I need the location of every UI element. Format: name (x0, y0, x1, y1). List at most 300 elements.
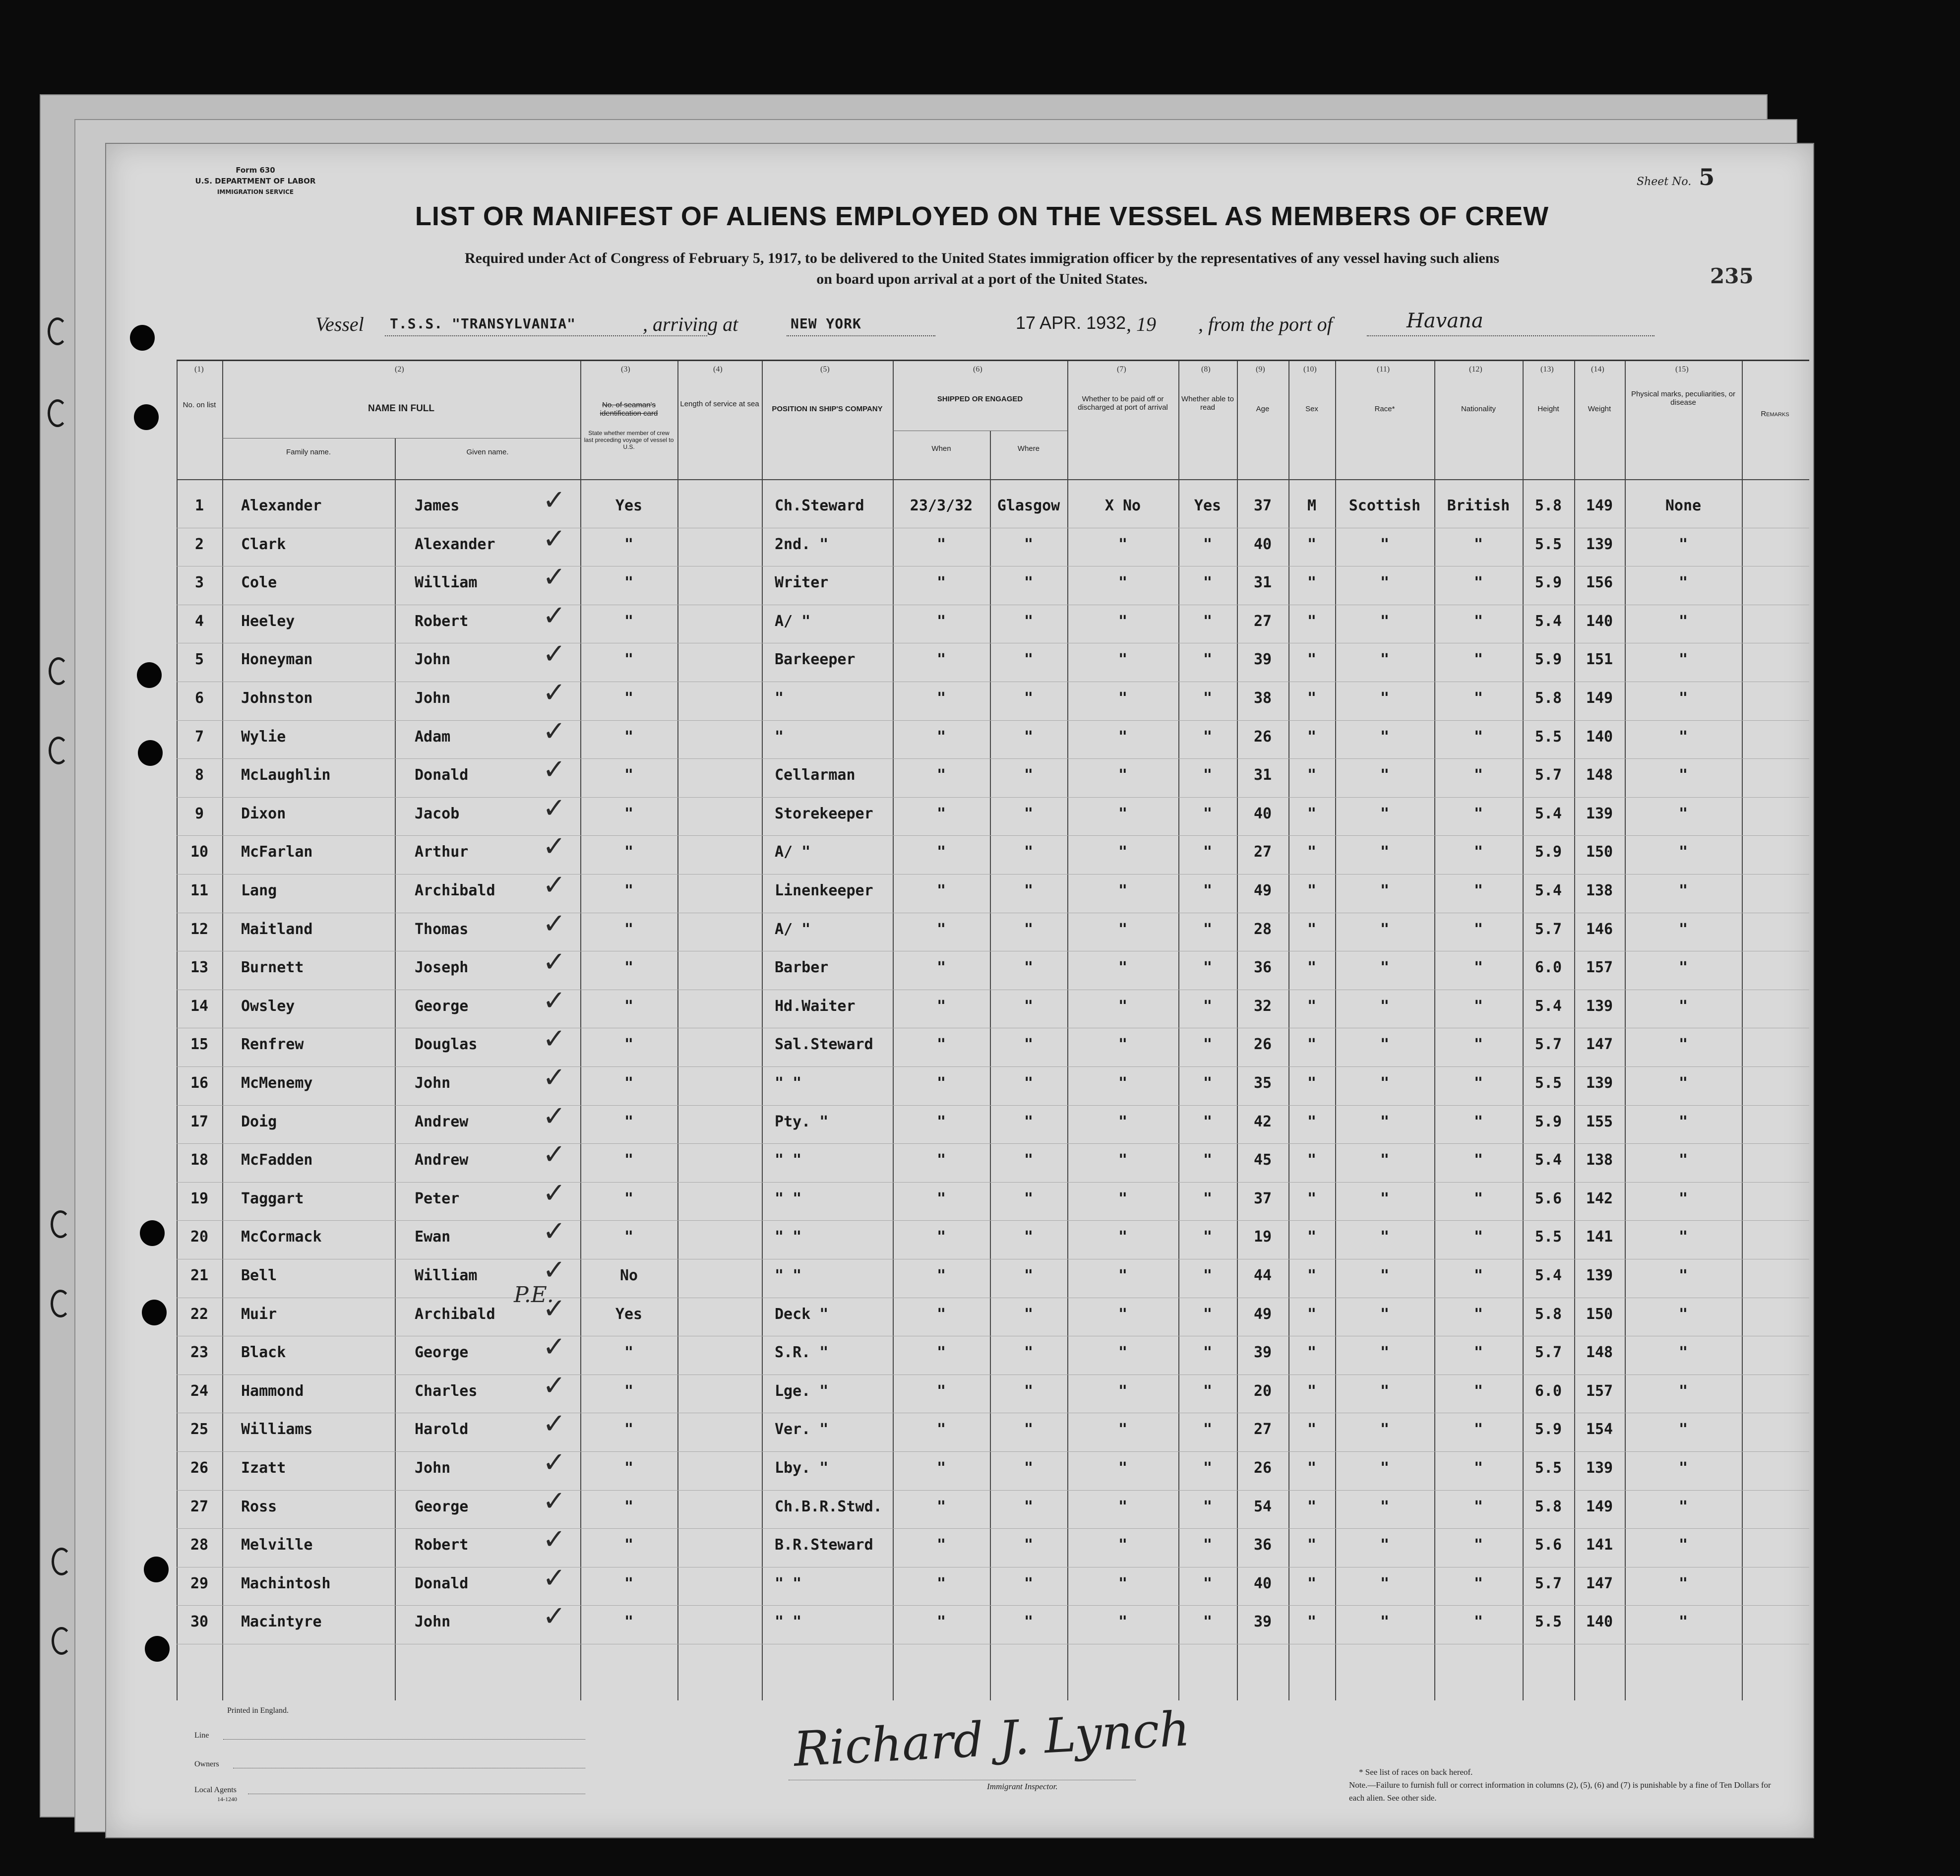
cell-paid-off: " (1118, 1228, 1128, 1246)
cell-row-number: 14 (190, 997, 209, 1015)
binding-ring (49, 657, 68, 685)
cell-family-name: Honeyman (241, 651, 313, 669)
cell-height: 5.9 (1534, 843, 1562, 861)
cell-family-name: Burnett (241, 959, 304, 977)
cell-physical-marks: " (1678, 959, 1688, 977)
cell-family-name: Izatt (241, 1459, 286, 1477)
cell-nationality: " (1473, 1613, 1483, 1631)
cell-nationality: British (1447, 497, 1510, 514)
cell-weight: 138 (1586, 1151, 1613, 1169)
cell-previous-voyage: " (624, 1536, 634, 1554)
binding-hole (130, 325, 155, 351)
cell-previous-voyage: " (624, 1382, 634, 1400)
cell-age: 27 (1253, 1421, 1272, 1438)
cell-previous-voyage: " (624, 997, 634, 1015)
cell-position: " (775, 689, 784, 707)
cell-nationality: " (1473, 535, 1483, 553)
cell-shipped-where: " (1024, 1613, 1034, 1631)
cell-paid-off: " (1118, 1074, 1128, 1092)
cell-age: 27 (1253, 612, 1272, 630)
cell-able-to-read: " (1203, 1382, 1213, 1400)
cell-position: Ch.B.R.Stwd. (775, 1498, 882, 1515)
cell-sex: " (1307, 1305, 1317, 1323)
cell-previous-voyage: " (624, 843, 634, 861)
cell-row-number: 20 (190, 1228, 209, 1246)
cell-race: " (1380, 1228, 1390, 1246)
cell-shipped-when: " (936, 1613, 946, 1631)
cell-row-number: 13 (190, 959, 209, 977)
cell-sex: " (1307, 805, 1317, 822)
cell-family-name: Melville (241, 1536, 313, 1554)
cell-previous-voyage: " (624, 1151, 634, 1169)
cell-given-name: John (415, 651, 451, 669)
cell-previous-voyage: " (624, 1459, 634, 1477)
cell-race: " (1380, 1382, 1390, 1400)
cell-row-number: 12 (190, 920, 209, 938)
cell-position: A/ " (775, 843, 811, 861)
cell-position: 2nd. " (775, 535, 829, 553)
cell-previous-voyage: Yes (615, 1305, 643, 1323)
agents-code: 14-1240 (217, 1796, 237, 1803)
checkmark-icon: ✓ (543, 792, 566, 824)
header-length-service: Length of service at sea (680, 400, 759, 408)
row-divider (177, 797, 1809, 798)
cell-weight: 149 (1586, 497, 1613, 514)
cell-paid-off: " (1118, 1536, 1128, 1554)
cell-able-to-read: " (1203, 728, 1213, 746)
cell-row-number: 8 (194, 766, 204, 784)
cell-sex: " (1307, 1498, 1317, 1515)
cell-height: 5.9 (1534, 574, 1562, 592)
header-remarks: Remarks (1761, 410, 1789, 418)
cell-paid-off: " (1118, 1459, 1128, 1477)
cell-family-name: Owsley (241, 997, 295, 1015)
cell-age: 27 (1253, 843, 1272, 861)
cell-shipped-where: " (1024, 1267, 1034, 1284)
cell-age: 39 (1253, 1613, 1272, 1631)
cell-nationality: " (1473, 1574, 1483, 1592)
cell-age: 40 (1253, 805, 1272, 822)
cell-sex: " (1307, 689, 1317, 707)
row-divider (177, 1105, 1809, 1106)
header-nationality: Nationality (1461, 405, 1496, 413)
cell-physical-marks: " (1678, 1421, 1688, 1438)
sheet-number-label: Sheet No. (1637, 176, 1692, 188)
cell-previous-voyage: " (624, 574, 634, 592)
cell-sex: " (1307, 1613, 1317, 1631)
cell-able-to-read: " (1203, 997, 1213, 1015)
cell-position: Hd.Waiter (775, 997, 856, 1015)
cell-sex: " (1307, 997, 1317, 1015)
cell-age: 45 (1253, 1151, 1272, 1169)
cell-physical-marks: " (1678, 920, 1688, 938)
arrival-date: 17 APR. 1932 (1016, 313, 1126, 333)
cell-given-name: Andrew (415, 1151, 469, 1169)
cell-race: " (1380, 1113, 1390, 1130)
cell-family-name: Hammond (241, 1382, 304, 1400)
cell-race: " (1380, 574, 1390, 592)
cell-weight: 157 (1586, 1382, 1613, 1400)
cell-shipped-when: " (936, 1382, 946, 1400)
cell-paid-off: " (1118, 535, 1128, 553)
cell-family-name: Black (241, 1344, 286, 1362)
cell-previous-voyage: " (624, 920, 634, 938)
colnum-9: (9) (1256, 365, 1265, 374)
cell-race: " (1380, 959, 1390, 977)
checkmark-icon: ✓ (543, 1215, 566, 1248)
row-divider (177, 1220, 1809, 1221)
cell-race: " (1380, 1267, 1390, 1284)
cell-given-name: Joseph (415, 959, 469, 977)
cell-previous-voyage: " (624, 689, 634, 707)
cell-row-number: 15 (190, 1036, 209, 1054)
cell-age: 37 (1253, 497, 1272, 514)
cell-shipped-when: " (936, 1036, 946, 1054)
cell-race: " (1380, 651, 1390, 669)
cell-height: 5.4 (1534, 612, 1562, 630)
cell-able-to-read: " (1203, 1267, 1213, 1284)
cell-sex: " (1307, 612, 1317, 630)
cell-race: " (1380, 1074, 1390, 1092)
cell-row-number: 23 (190, 1344, 209, 1362)
cell-age: 28 (1253, 920, 1272, 938)
cell-paid-off: " (1118, 882, 1128, 899)
cell-age: 44 (1253, 1267, 1272, 1284)
cell-given-name: William (415, 1267, 478, 1284)
cell-sex: M (1307, 497, 1317, 514)
cell-weight: 139 (1586, 1459, 1613, 1477)
checkmark-icon: ✓ (543, 1023, 566, 1056)
cell-nationality: " (1473, 574, 1483, 592)
cell-physical-marks: " (1678, 997, 1688, 1015)
cell-weight: 139 (1586, 805, 1613, 822)
colnum-7: (7) (1117, 365, 1126, 374)
cell-weight: 147 (1586, 1574, 1613, 1592)
cell-age: 32 (1253, 997, 1272, 1015)
cell-given-name: William (415, 574, 478, 592)
cell-height: 5.5 (1534, 1613, 1562, 1631)
cell-race: " (1380, 1305, 1390, 1323)
cell-family-name: Macintyre (241, 1613, 322, 1631)
cell-height: 5.5 (1534, 1228, 1562, 1246)
cell-paid-off: " (1118, 1613, 1128, 1631)
cell-shipped-when: " (936, 1267, 946, 1284)
cell-nationality: " (1473, 920, 1483, 938)
binding-hole (134, 404, 159, 430)
cell-position: A/ " (775, 920, 811, 938)
checkmark-icon: ✓ (543, 1177, 566, 1209)
cell-weight: 148 (1586, 766, 1613, 784)
binding-ring (52, 1627, 71, 1655)
cell-row-number: 30 (190, 1613, 209, 1631)
cell-shipped-when: " (936, 651, 946, 669)
cell-given-name: Archibald (415, 1305, 495, 1323)
cell-age: 31 (1253, 574, 1272, 592)
cell-row-number: 4 (194, 612, 204, 630)
cell-age: 26 (1253, 728, 1272, 746)
cell-given-name: John (415, 1459, 451, 1477)
colnum-2: (2) (395, 365, 404, 374)
cell-nationality: " (1473, 843, 1483, 861)
cell-physical-marks: " (1678, 1498, 1688, 1515)
colnum-10: (10) (1303, 365, 1317, 374)
checkmark-icon: ✓ (543, 638, 566, 671)
stamp-number: 235 (1710, 264, 1754, 288)
cell-row-number: 2 (194, 535, 204, 553)
cell-physical-marks: " (1678, 1459, 1688, 1477)
row-divider (177, 1451, 1809, 1452)
cell-paid-off: " (1118, 1574, 1128, 1592)
cell-given-name: Adam (415, 728, 451, 746)
cell-race: " (1380, 689, 1390, 707)
cell-shipped-when: " (936, 843, 946, 861)
cell-able-to-read: " (1203, 1305, 1213, 1323)
cell-row-number: 19 (190, 1189, 209, 1207)
header-id-card-note: State whether member of crew last preceding voyage of vessel to U.S. (584, 430, 674, 450)
department: U.S. DEPARTMENT OF LABOR (195, 177, 316, 186)
checkmark-icon: ✓ (543, 599, 566, 632)
cell-given-name: Douglas (415, 1036, 478, 1054)
cell-shipped-where: " (1024, 1151, 1034, 1169)
cell-shipped-when: " (936, 1305, 946, 1323)
cell-physical-marks: " (1678, 1036, 1688, 1054)
cell-shipped-when: 23/3/32 (910, 497, 973, 514)
cell-sex: " (1307, 1113, 1317, 1130)
colnum-6: (6) (973, 365, 982, 374)
cell-height: 5.4 (1534, 1151, 1562, 1169)
cell-family-name: Ross (241, 1498, 277, 1515)
cell-shipped-when: " (936, 1421, 946, 1438)
cell-shipped-when: " (936, 1574, 946, 1592)
cell-sex: " (1307, 1421, 1317, 1438)
from-label: , from the port of (1198, 313, 1333, 335)
cell-sex: " (1307, 1536, 1317, 1554)
cell-race: " (1380, 1151, 1390, 1169)
cell-able-to-read: " (1203, 535, 1213, 553)
cell-sex: " (1307, 1189, 1317, 1207)
cell-nationality: " (1473, 882, 1483, 899)
cell-physical-marks: " (1678, 1344, 1688, 1362)
cell-sex: " (1307, 1382, 1317, 1400)
cell-family-name: Muir (241, 1305, 277, 1323)
cell-position: " " (775, 1613, 802, 1631)
cell-nationality: " (1473, 612, 1483, 630)
binding-ring (48, 317, 67, 345)
cell-shipped-when: " (936, 766, 946, 784)
binding-hole (145, 1636, 170, 1662)
cell-able-to-read: " (1203, 1228, 1213, 1246)
sheet-number-value: 5 (1699, 164, 1715, 190)
cell-paid-off: " (1118, 651, 1128, 669)
cell-able-to-read: " (1203, 1459, 1213, 1477)
cell-race: " (1380, 997, 1390, 1015)
cell-previous-voyage: No (619, 1267, 638, 1284)
cell-shipped-when: " (936, 1536, 946, 1554)
cell-given-name: Jacob (415, 805, 460, 822)
cell-row-number: 16 (190, 1074, 209, 1092)
line-label: Line (194, 1731, 209, 1740)
cell-able-to-read: Yes (1194, 497, 1222, 514)
cell-weight: 151 (1586, 651, 1613, 669)
row-divider (177, 758, 1809, 759)
cell-given-name: George (415, 1344, 469, 1362)
cell-physical-marks: " (1678, 1613, 1688, 1631)
cell-able-to-read: " (1203, 574, 1213, 592)
binding-hole (138, 740, 163, 766)
cell-weight: 140 (1586, 728, 1613, 746)
cell-shipped-where: " (1024, 920, 1034, 938)
cell-given-name: John (415, 1074, 451, 1092)
row-divider (177, 1143, 1809, 1144)
cell-family-name: Johnston (241, 689, 313, 707)
cell-able-to-read: " (1203, 651, 1213, 669)
cell-nationality: " (1473, 1459, 1483, 1477)
cell-physical-marks: " (1678, 1189, 1688, 1207)
cell-physical-marks: " (1678, 612, 1688, 630)
cell-height: 5.8 (1534, 1498, 1562, 1515)
cell-able-to-read: " (1203, 612, 1213, 630)
cell-nationality: " (1473, 1074, 1483, 1092)
checkmark-icon: ✓ (543, 1369, 566, 1402)
cell-nationality: " (1473, 1421, 1483, 1438)
cell-family-name: Wylie (241, 728, 286, 746)
header-position: POSITION IN SHIP'S COMPANY (772, 405, 883, 413)
binding-ring (51, 1210, 70, 1238)
cell-given-name: Peter (415, 1189, 460, 1207)
binding-hole (137, 662, 162, 688)
cell-given-name: Andrew (415, 1113, 469, 1130)
cell-able-to-read: " (1203, 1613, 1213, 1631)
cell-race: " (1380, 843, 1390, 861)
departure-port: Havana (1407, 310, 1483, 332)
cell-sex: " (1307, 920, 1317, 938)
cell-race: " (1380, 1498, 1390, 1515)
row-divider (177, 1605, 1809, 1606)
inspector-label: Immigrant Inspector. (987, 1782, 1058, 1791)
cell-shipped-where: " (1024, 1421, 1034, 1438)
cell-previous-voyage: " (624, 959, 634, 977)
cell-position: " " (775, 1189, 802, 1207)
cell-age: 26 (1253, 1459, 1272, 1477)
cell-physical-marks: " (1678, 805, 1688, 822)
arriving-label: , arriving at (643, 313, 738, 335)
cell-height: 6.0 (1534, 1382, 1562, 1400)
cell-shipped-where: " (1024, 997, 1034, 1015)
crew-manifest-table (177, 360, 1809, 1700)
cell-age: 35 (1253, 1074, 1272, 1092)
cell-row-number: 21 (190, 1267, 209, 1284)
printed-note: Printed in England. (227, 1706, 289, 1715)
cell-height: 5.7 (1534, 1036, 1562, 1054)
cell-able-to-read: " (1203, 1151, 1213, 1169)
cell-weight: 146 (1586, 920, 1613, 938)
cell-family-name: McMenemy (241, 1074, 313, 1092)
header-age: Age (1256, 405, 1270, 413)
subtitle-line-1: Required under Act of Congress of February 5, 1917, to be delivered to the United States immigration officer by the representatives of any vessel having such aliens (465, 250, 1499, 266)
cell-age: 19 (1253, 1228, 1272, 1246)
cell-position: " " (775, 1151, 802, 1169)
cell-weight: 140 (1586, 1613, 1613, 1631)
cell-age: 37 (1253, 1189, 1272, 1207)
colnum-13: (13) (1540, 365, 1554, 374)
cell-race: " (1380, 1036, 1390, 1054)
cell-shipped-where: " (1024, 1344, 1034, 1362)
cell-shipped-where: " (1024, 805, 1034, 822)
cell-given-name: George (415, 997, 469, 1015)
cell-shipped-where: " (1024, 728, 1034, 746)
colnum-8: (8) (1201, 365, 1211, 374)
cell-family-name: Clark (241, 535, 286, 553)
checkmark-icon: ✓ (543, 946, 566, 979)
cell-position: Cellarman (775, 766, 856, 784)
cell-previous-voyage: " (624, 1036, 634, 1054)
cell-shipped-where: " (1024, 1189, 1034, 1207)
cell-weight: 156 (1586, 574, 1613, 592)
cell-position: B.R.Steward (775, 1536, 873, 1554)
cell-previous-voyage: " (624, 651, 634, 669)
cell-height: 5.7 (1534, 1574, 1562, 1592)
cell-age: 20 (1253, 1382, 1272, 1400)
cell-paid-off: " (1118, 920, 1128, 938)
cell-height: 5.7 (1534, 1344, 1562, 1362)
cell-shipped-when: " (936, 574, 946, 592)
cell-nationality: " (1473, 1344, 1483, 1362)
cell-height: 5.7 (1534, 766, 1562, 784)
colnum-11: (11) (1377, 365, 1390, 374)
cell-age: 31 (1253, 766, 1272, 784)
cell-previous-voyage: " (624, 805, 634, 822)
cell-physical-marks: " (1678, 1305, 1688, 1323)
cell-able-to-read: " (1203, 1344, 1213, 1362)
cell-given-name: Charles (415, 1382, 478, 1400)
cell-given-name: Alexander (415, 535, 495, 553)
cell-nationality: " (1473, 1498, 1483, 1515)
cell-sex: " (1307, 1574, 1317, 1592)
cell-paid-off: " (1118, 574, 1128, 592)
checkmark-icon: ✓ (543, 830, 566, 863)
vessel-name: T.S.S. "TRANSYLVANIA" (390, 315, 576, 332)
cell-weight: 138 (1586, 882, 1613, 899)
cell-height: 5.8 (1534, 497, 1562, 514)
cell-race: " (1380, 805, 1390, 822)
cell-paid-off: " (1118, 805, 1128, 822)
cell-row-number: 6 (194, 689, 204, 707)
cell-physical-marks: " (1678, 1536, 1688, 1554)
cell-given-name: Ewan (415, 1228, 451, 1246)
cell-position: Lby. " (775, 1459, 829, 1477)
cell-height: 5.7 (1534, 920, 1562, 938)
cell-height: 5.5 (1534, 1459, 1562, 1477)
cell-row-number: 29 (190, 1574, 209, 1592)
cell-shipped-where: " (1024, 1459, 1034, 1477)
cell-row-number: 18 (190, 1151, 209, 1169)
cell-sex: " (1307, 766, 1317, 784)
cell-sex: " (1307, 651, 1317, 669)
binding-hole (142, 1300, 167, 1325)
cell-row-number: 11 (190, 882, 209, 899)
cell-family-name: Bell (241, 1267, 277, 1284)
cell-weight: 140 (1586, 612, 1613, 630)
cell-race: Scottish (1348, 497, 1421, 514)
colnum-12: (12) (1469, 365, 1482, 374)
cell-position: " " (775, 1074, 802, 1092)
cell-weight: 139 (1586, 997, 1613, 1015)
header-height: Height (1537, 405, 1559, 413)
cell-race: " (1380, 1536, 1390, 1554)
cell-sex: " (1307, 843, 1317, 861)
cell-family-name: Maitland (241, 920, 313, 938)
cell-nationality: " (1473, 651, 1483, 669)
